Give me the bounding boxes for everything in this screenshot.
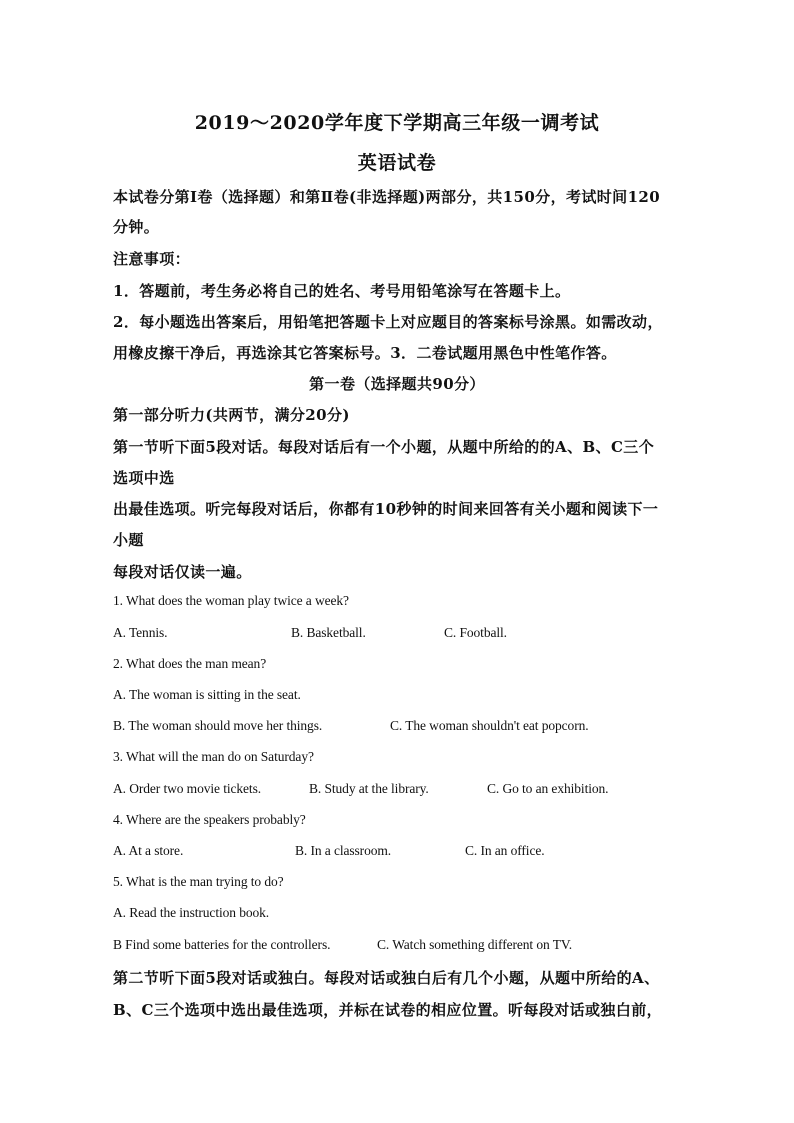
section2-line-2: B、C三个选项中选出最佳选项，并标在试卷的相应位置。听每段对话或独白前， (113, 1001, 663, 1019)
question-3-option-a: A. Order two movie tickets. (113, 781, 262, 796)
notes-heading: 注意事项： (113, 250, 191, 268)
section1-line-5: 每段对话仅读一遍。 (113, 563, 252, 581)
question-3-option-b: B. Study at the library. (309, 781, 429, 796)
question-5-option-b: B Find some batteries for the controllers. (113, 937, 331, 952)
question-2-option-b: B. The woman should move her things. (113, 718, 323, 733)
section1-line-4: 小题 (113, 531, 144, 549)
question-3-stem: 3. What will the man do on Saturday? (113, 749, 314, 764)
exam-subtitle: 英语试卷 (357, 152, 437, 174)
question-1-stem: 1. What does the woman play twice a week? (113, 593, 349, 608)
question-1-option-a: A. Tennis. (113, 625, 168, 640)
intro-line-1: 本试卷分第Ⅰ卷（选择题）和第Ⅱ卷(非选择题)两部分，共150分，考试时间120 (113, 188, 661, 206)
intro-line-2: 分钟。 (113, 218, 160, 236)
question-2-option-c: C. The woman shouldn't eat popcorn. (390, 718, 589, 733)
exam-title: 2019～2020学年度下学期高三年级一调考试 (194, 112, 600, 134)
question-4-stem: 4. Where are the speakers probably? (113, 812, 306, 827)
note-2b: 用橡皮擦干净后，再选涂其它答案标号。3．二卷试题用黑色中性笔作答。 (113, 344, 617, 362)
question-4-option-b: B. In a classroom. (295, 843, 392, 858)
question-2-stem: 2. What does the man mean? (113, 656, 267, 671)
section1-line-1: 第一节听下面5段对话。每段对话后有一个小题，从题中所给的的A、B、C三个 (113, 438, 655, 456)
section1-line-3: 出最佳选项。听完每段对话后，你都有10秒钟的时间来回答有关小题和阅读下一 (113, 500, 659, 518)
section1-line-2: 选项中选 (113, 469, 175, 487)
note-1: 1．答题前，考生务必将自己的姓名、考号用铅笔涂写在答题卡上。 (113, 282, 571, 300)
question-5-option-a: A. Read the instruction book. (113, 905, 270, 920)
question-3-option-c: C. Go to an exhibition. (487, 781, 609, 796)
question-5-stem: 5. What is the man trying to do? (113, 874, 284, 889)
question-4-option-a: A. At a store. (113, 843, 184, 858)
note-2a: 2．每小题选出答案后，用铅笔把答题卡上对应题目的答案标号涂黑。如需改动， (113, 313, 663, 331)
section2-line-1: 第二节听下面5段对话或独白。每段对话或独白后有几个小题，从题中所给的A、 (113, 969, 660, 987)
question-1-option-b: B. Basketball. (291, 625, 366, 640)
volume1-heading: 第一卷（选择题共90分） (309, 375, 485, 393)
question-1-option-c: C. Football. (444, 625, 507, 640)
question-5-option-c: C. Watch something different on TV. (377, 937, 573, 952)
part1-heading: 第一部分听力(共两节，满分20分) (113, 406, 350, 424)
question-2-option-a: A. The woman is sitting in the seat. (113, 687, 301, 702)
question-4-option-c: C. In an office. (465, 843, 545, 858)
